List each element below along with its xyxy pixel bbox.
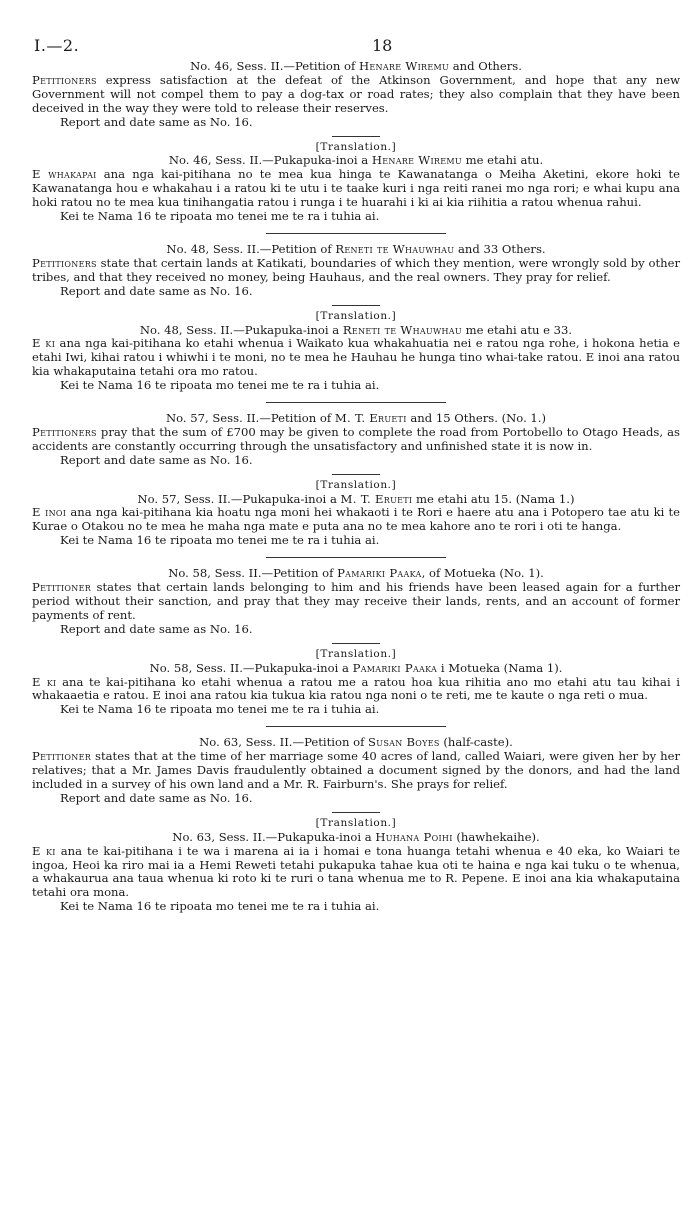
report-note: Report and date same as No. 16. [60,452,253,467]
report-note: Report and date same as No. 16. [60,114,253,129]
translation-report-note: Kei te Nama 16 te ripoata mo tenei me te ra i tuhia ai. [60,899,380,914]
petition-heading: No. 58, Sess. II.—Petition of Pamariki Paaka, of Motueka (No. 1). [168,566,544,581]
separator-rule [332,643,380,644]
parliamentary-paper-reference: I.—2. [34,36,80,55]
petitioner-name: Reneti te Whauwhau [335,241,455,256]
petition-entry [32,243,680,393]
petition-heading: No. 57, Sess. II.—Petition of M. T. Erueti and 15 Others. (No. 1.) [165,411,547,426]
petition-entry [32,60,680,224]
translation-label: [Translation.] [315,816,397,829]
separator-rule [332,812,380,813]
separator-rule [332,136,380,137]
petition-summary: Petitioners express satisfaction at the defeat of the Atkinson Government, and hope that any new Government will not compel them to pay a dog-tax or road rates; they also complain that they have been deceived in the way they were told to release their reserves. [32,72,680,115]
translation-report-note: Kei te Nama 16 te ripoata mo tenei me te ra i tuhia ai. [60,533,380,548]
report-note: Report and date same as No. 16. [60,790,253,805]
petitioner-name: M. T. Erueti [334,411,407,426]
petition-summary: Petitioner states that at the time of her marriage some 40 acres of land, called Waiari, were given her by her relatives; that a Mr. James Davis fraudulently obtained a document signed by the donors, and had the land included in a survey of his own land and a Mr. R. Fairburn's. She prays for relief. [32,749,680,791]
section-divider [266,402,446,403]
translation-report-note: Kei te Nama 16 te ripoata mo tenei me te ra i tuhia ai. [60,378,380,393]
separator-rule [332,474,380,475]
section-divider [266,726,446,727]
section-divider [266,557,446,558]
petition-heading: No. 46, Sess. II.—Petition of Henare Wiremu and Others. [190,59,522,73]
separator-rule [332,305,380,306]
petition-entry [32,412,680,548]
petition-summary: Petitioners state that certain lands at Katikati, boundaries of which they mention, were wrongly sold by other tribes, and that they received no money, being Hauhaus, and the real owners. They pray for relief. [32,255,680,284]
translation-summary: E ki ana nga kai-pitihana ko etahi whenua i Waikato kua whakahuatia nei e ratou nga rohe, i hokona hetia e etahi Iwi, kihai ratou i whiwhi i te moni, no te mea he Hauhau he hunga tino whai-take ratou. E inoi ana ratou kia whakaputaina tetahi ora mo ratou. [32,336,681,379]
petitioner-name-maori: Reneti te Whauwhau [342,322,462,337]
petitioner-name: Susan Boyes [368,735,440,750]
translation-report-note: Kei te Nama 16 te ripoata mo tenei me te ra i tuhia ai. [60,702,380,717]
translation-heading: No. 58, Sess. II.—Pukapuka-inoi a Pamariki Paaka i Motueka (Nama 1). [149,660,563,675]
translation-summary: E ki ana te kai-pitihana i te wa i marena ai ia i homai e tona huanga tetahi whenua e 40 eka, ko Waiari te ingoa, Heoi ka riro mai ia a Hemi Reweti tetahi pukapuka tahae kua oti te haina e nga kai tuku o te whenua, a whakaurua ana taua whenua ki roto ki te ruri o tana whenua me to R. Pepene. E inoi ana kia whakaputaina tetahi ora mona. [32,843,680,900]
translation-label: [Translation.] [315,309,397,322]
translation-label: [Translation.] [315,647,397,660]
petition-heading: No. 63, Sess. II.—Petition of Susan Boyes (half-caste). [199,735,513,750]
translation-heading: No. 46, Sess. II.—Pukapuka-inoi a Henare Wiremu me etahi atu. [168,153,544,168]
translation-heading: No. 57, Sess. II.—Pukapuka-inoi a M. T. Erueti me etahi atu 15. (Nama 1.) [137,491,575,506]
translation-summary: E inoi ana nga kai-pitihana kia hoatu nga moni hei whakaoti i te Rori e haere atu ana i Potopero tae atu ki te Kurae o Otakou no te mea he maha nga mate e puta ana no te mea kahore ano te rori i oti te hanga. [32,505,680,534]
petition-summary: Petitioners pray that the sum of £700 may be given to complete the road from Portobello to Otago Heads, as accidents are constantly occurring through the unsatisfactory and unfinished state it is now in. [32,424,680,453]
translation-summary: E whakapai ana nga kai-pitihana no te mea kua hinga te Kawanatanga o Meiha Aketini, ekore hoki te Kawanatanga hou e whakahau i a ratou ki te utu i te taake kuri i nga reiti ranei mo nga rori; e whai kupu ana hoki ratou no te mea kua tinihangatia ratou i runga i te huarahi i ki ai kia riihitia a ratou whenua rahui. [32,167,680,210]
translation-heading: No. 63, Sess. II.—Pukapuka-inoi a Huhana Poihi (hawhekaihe). [172,829,540,844]
petition-heading: No. 48, Sess. II.—Petition of Reneti te Whauwhau and 33 Others. [166,241,546,256]
petitioner-name: Henare Wiremu [358,59,450,73]
page-header [32,30,680,60]
report-note: Report and date same as No. 16. [60,621,253,636]
petitioner-name-maori: Pamariki Paaka [352,660,438,675]
report-note: Report and date same as No. 16. [60,283,253,298]
page-number: 18 [372,36,393,55]
translation-heading: No. 48, Sess. II.—Pukapuka-inoi a Reneti te Whauwhau me etahi atu e 33. [139,322,573,337]
section-divider [266,233,446,234]
petitioner-name: Pamariki Paaka [337,566,422,581]
petition-summary: Petitioner states that certain lands belonging to him and his friends have been leased again for a further period without their sanction, and pray that they may receive their lands, rents, and an account of former payments of rent. [32,580,680,622]
translation-summary: E ki ana te kai-pitihana ko etahi whenua a ratou me a ratou hoa kua rihitia ano mo etahi atu tau kihai i whakaaetia e ratou. E inoi ana ratou kia tukua kia ratou nga noni o te reti, me te kaute o nga reti o mua. [32,674,680,703]
petition-entry [32,567,680,717]
petitioner-name-maori: Henare Wiremu [371,153,462,168]
petitioner-name-maori: Huhana Poihi [375,829,453,844]
petition-entry [32,736,680,914]
translation-label: [Translation.] [315,478,397,491]
petitioner-name-maori: M. T. Erueti [340,491,413,506]
translation-report-note: Kei te Nama 16 te ripoata mo tenei me te ra i tuhia ai. [60,209,380,224]
translation-label: [Translation.] [315,140,397,153]
